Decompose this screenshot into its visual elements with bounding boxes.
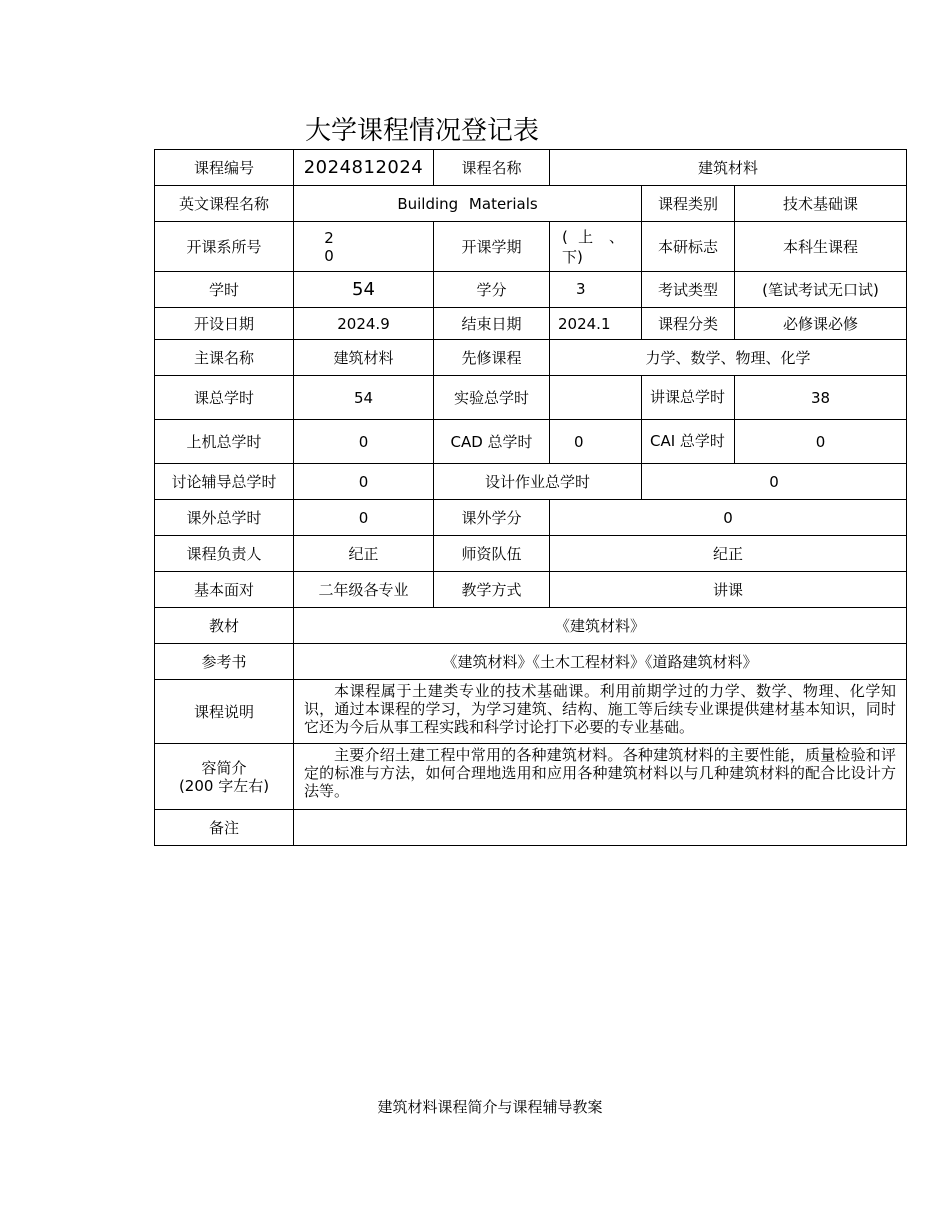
computer-hours-value: 0 [294,420,434,464]
table-row [155,222,907,272]
extra-hours-label: 课外总学时 [155,500,294,536]
credits-label: 学分 [434,272,550,308]
references-label: 参考书 [155,644,294,680]
references-value: 《建筑材料》《土木工程材料》《道路建筑材料》 [294,644,907,680]
semester-value: ( 上 、 下) [562,227,624,266]
total-hours-label: 课总学时 [155,376,294,420]
instructor-label: 课程负责人 [155,536,294,572]
start-date-label: 开设日期 [155,308,294,340]
course-registration-table [154,149,907,846]
lab-hours-label: 实验总学时 [434,376,550,420]
credits-value: 3 [550,272,642,308]
end-date-value: 2024.1 [550,308,642,340]
english-name-label: 英文课程名称 [155,186,294,222]
department-no-value: 20 [324,228,334,265]
table-row [155,420,907,464]
hours-label: 学时 [155,272,294,308]
main-course-value: 建筑材料 [294,340,434,376]
english-name-value: Building Materials [294,186,642,222]
table-row [155,810,907,846]
extra-credits-value: 0 [550,500,907,536]
exam-type-label: 考试类型 [642,272,735,308]
teaching-method-label: 教学方式 [434,572,550,608]
cai-hours-label: CAI 总学时 [642,420,735,464]
computer-hours-label: 上机总学时 [155,420,294,464]
instructor-value: 纪正 [294,536,434,572]
hours-value: 54 [294,272,434,308]
design-hours-label: 设计作业总学时 [434,464,642,500]
faculty-value: 纪正 [550,536,907,572]
design-hours-value: 0 [642,464,907,500]
cad-hours-value: 0 [550,420,642,464]
table-row [155,308,907,340]
main-course-label: 主课名称 [155,340,294,376]
remarks-label: 备注 [155,810,294,846]
department-no-label: 开课系所号 [155,222,294,272]
semester-cell [550,222,642,272]
table-row [155,500,907,536]
summary-label-line1: 容简介 [201,758,247,777]
discussion-hours-value: 0 [294,464,434,500]
table-row [155,608,907,644]
table-row [155,464,907,500]
description-label: 课程说明 [155,680,294,744]
course-class-value: 必修课必修 [735,308,907,340]
summary-text: 主要介绍土建工程中常用的各种建筑材料。各种建筑材料的主要性能，质量检验和评定的标准与方法，如何合理地选用和应用各种建筑材料以与几种建筑材料的配合比设计方法等。 [294,744,907,810]
textbook-value: 《建筑材料》 [294,608,907,644]
description-text: 本课程属于土建类专业的技术基础课。利用前期学过的力学、数学、物理、化学知识，通过本课程的学习，为学习建筑、结构、施工等后续专业课提供建材基本知识，同时它还为今后从事工程实践和科学讨论打下必要的专业基础。 [294,680,907,744]
extra-credits-label: 课外学分 [434,500,550,536]
exam-type-value: (笔试考试无口试) [735,272,907,308]
prerequisites-value: 力学、数学、物理、化学 [550,340,907,376]
table-row [155,644,907,680]
course-category-label: 课程类别 [642,186,735,222]
level-flag-value: 本科生课程 [735,222,907,272]
course-name-label: 课程名称 [434,150,550,186]
course-code-label: 课程编号 [155,150,294,186]
table-row [155,150,907,186]
total-hours-value: 54 [294,376,434,420]
faculty-label: 师资队伍 [434,536,550,572]
table-row [155,680,907,744]
discussion-hours-label: 讨论辅导总学时 [155,464,294,500]
course-class-label: 课程分类 [642,308,735,340]
summary-label [155,744,294,810]
extra-hours-value: 0 [294,500,434,536]
lab-hours-value [550,376,642,420]
teaching-method-value: 讲课 [550,572,907,608]
remarks-value [294,810,907,846]
table-row [155,340,907,376]
table-row [155,536,907,572]
lecture-hours-value: 38 [735,376,907,420]
cad-hours-label: CAD 总学时 [434,420,550,464]
table-row [155,186,907,222]
page-footer: 建筑材料课程简介与课程辅导教案 [377,1098,603,1116]
start-date-value: 2024.9 [294,308,434,340]
course-name-value: 建筑材料 [550,150,907,186]
table-row [155,376,907,420]
summary-label-line2: (200 字左右) [178,776,270,795]
cai-hours-value: 0 [735,420,907,464]
prerequisites-label: 先修课程 [434,340,550,376]
semester-label: 开课学期 [434,222,550,272]
table-row [155,572,907,608]
table-row [155,744,907,810]
course-category-value: 技术基础课 [735,186,907,222]
textbook-label: 教材 [155,608,294,644]
level-flag-label: 本研标志 [642,222,735,272]
end-date-label: 结束日期 [434,308,550,340]
department-no-cell [294,222,434,272]
audience-label: 基本面对 [155,572,294,608]
page-title: 大学课程情况登记表 [305,116,540,146]
audience-value: 二年级各专业 [294,572,434,608]
course-code-value: 2024812024 [294,150,434,186]
table-row [155,272,907,308]
lecture-hours-label: 讲课总学时 [642,376,735,420]
